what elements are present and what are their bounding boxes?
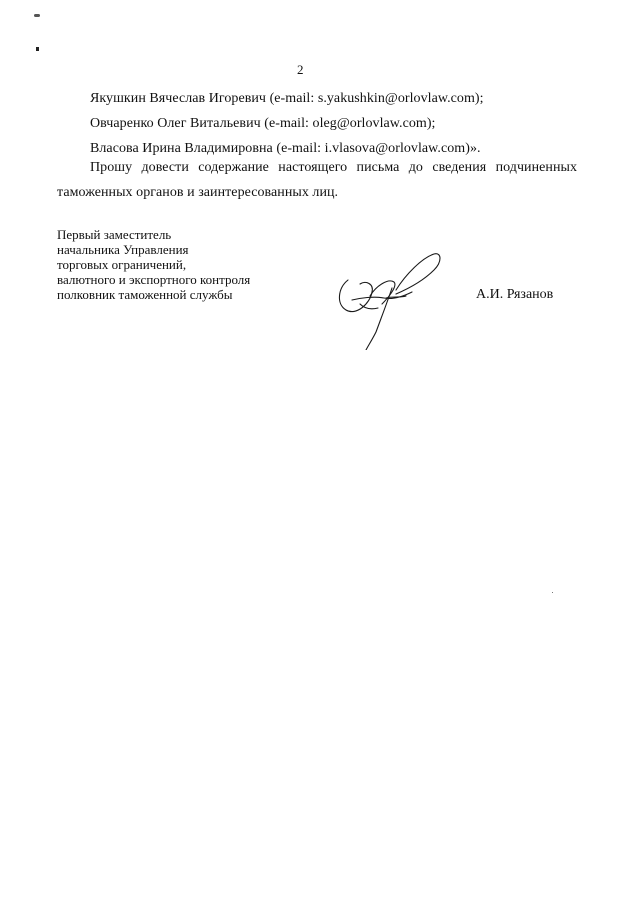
signatory-title-line: валютного и экспортного контроля bbox=[57, 272, 251, 287]
scan-mark bbox=[36, 47, 39, 51]
scan-mark bbox=[34, 14, 40, 17]
signatory-title-line: полковник таможенной службы bbox=[57, 287, 233, 302]
body-line: Власова Ирина Владимировна (e-mail: i.vlasova@orlovlaw.com)». bbox=[90, 141, 481, 156]
body-line: Овчаренко Олег Витальевич (e-mail: oleg@orlovlaw.com); bbox=[90, 116, 436, 131]
scan-mark bbox=[552, 592, 553, 593]
signatory-title-line: Первый заместитель bbox=[57, 227, 172, 242]
signer-name: А.И. Рязанов bbox=[476, 287, 554, 302]
page-number: 2 bbox=[297, 62, 304, 77]
signatory-title bbox=[57, 227, 250, 302]
body-line: Прошу довести содержание настоящего письма до сведения подчиненных bbox=[90, 160, 577, 175]
signatory-title-line: торговых ограничений, bbox=[57, 257, 187, 272]
body-line: Якушкин Вячеслав Игоревич (e-mail: s.yakushkin@orlovlaw.com); bbox=[90, 91, 484, 106]
body-line: таможенных органов и заинтересованных лиц. bbox=[57, 185, 339, 200]
handwritten-signature-icon bbox=[330, 238, 450, 350]
signatory-title-line: начальника Управления bbox=[57, 242, 189, 257]
